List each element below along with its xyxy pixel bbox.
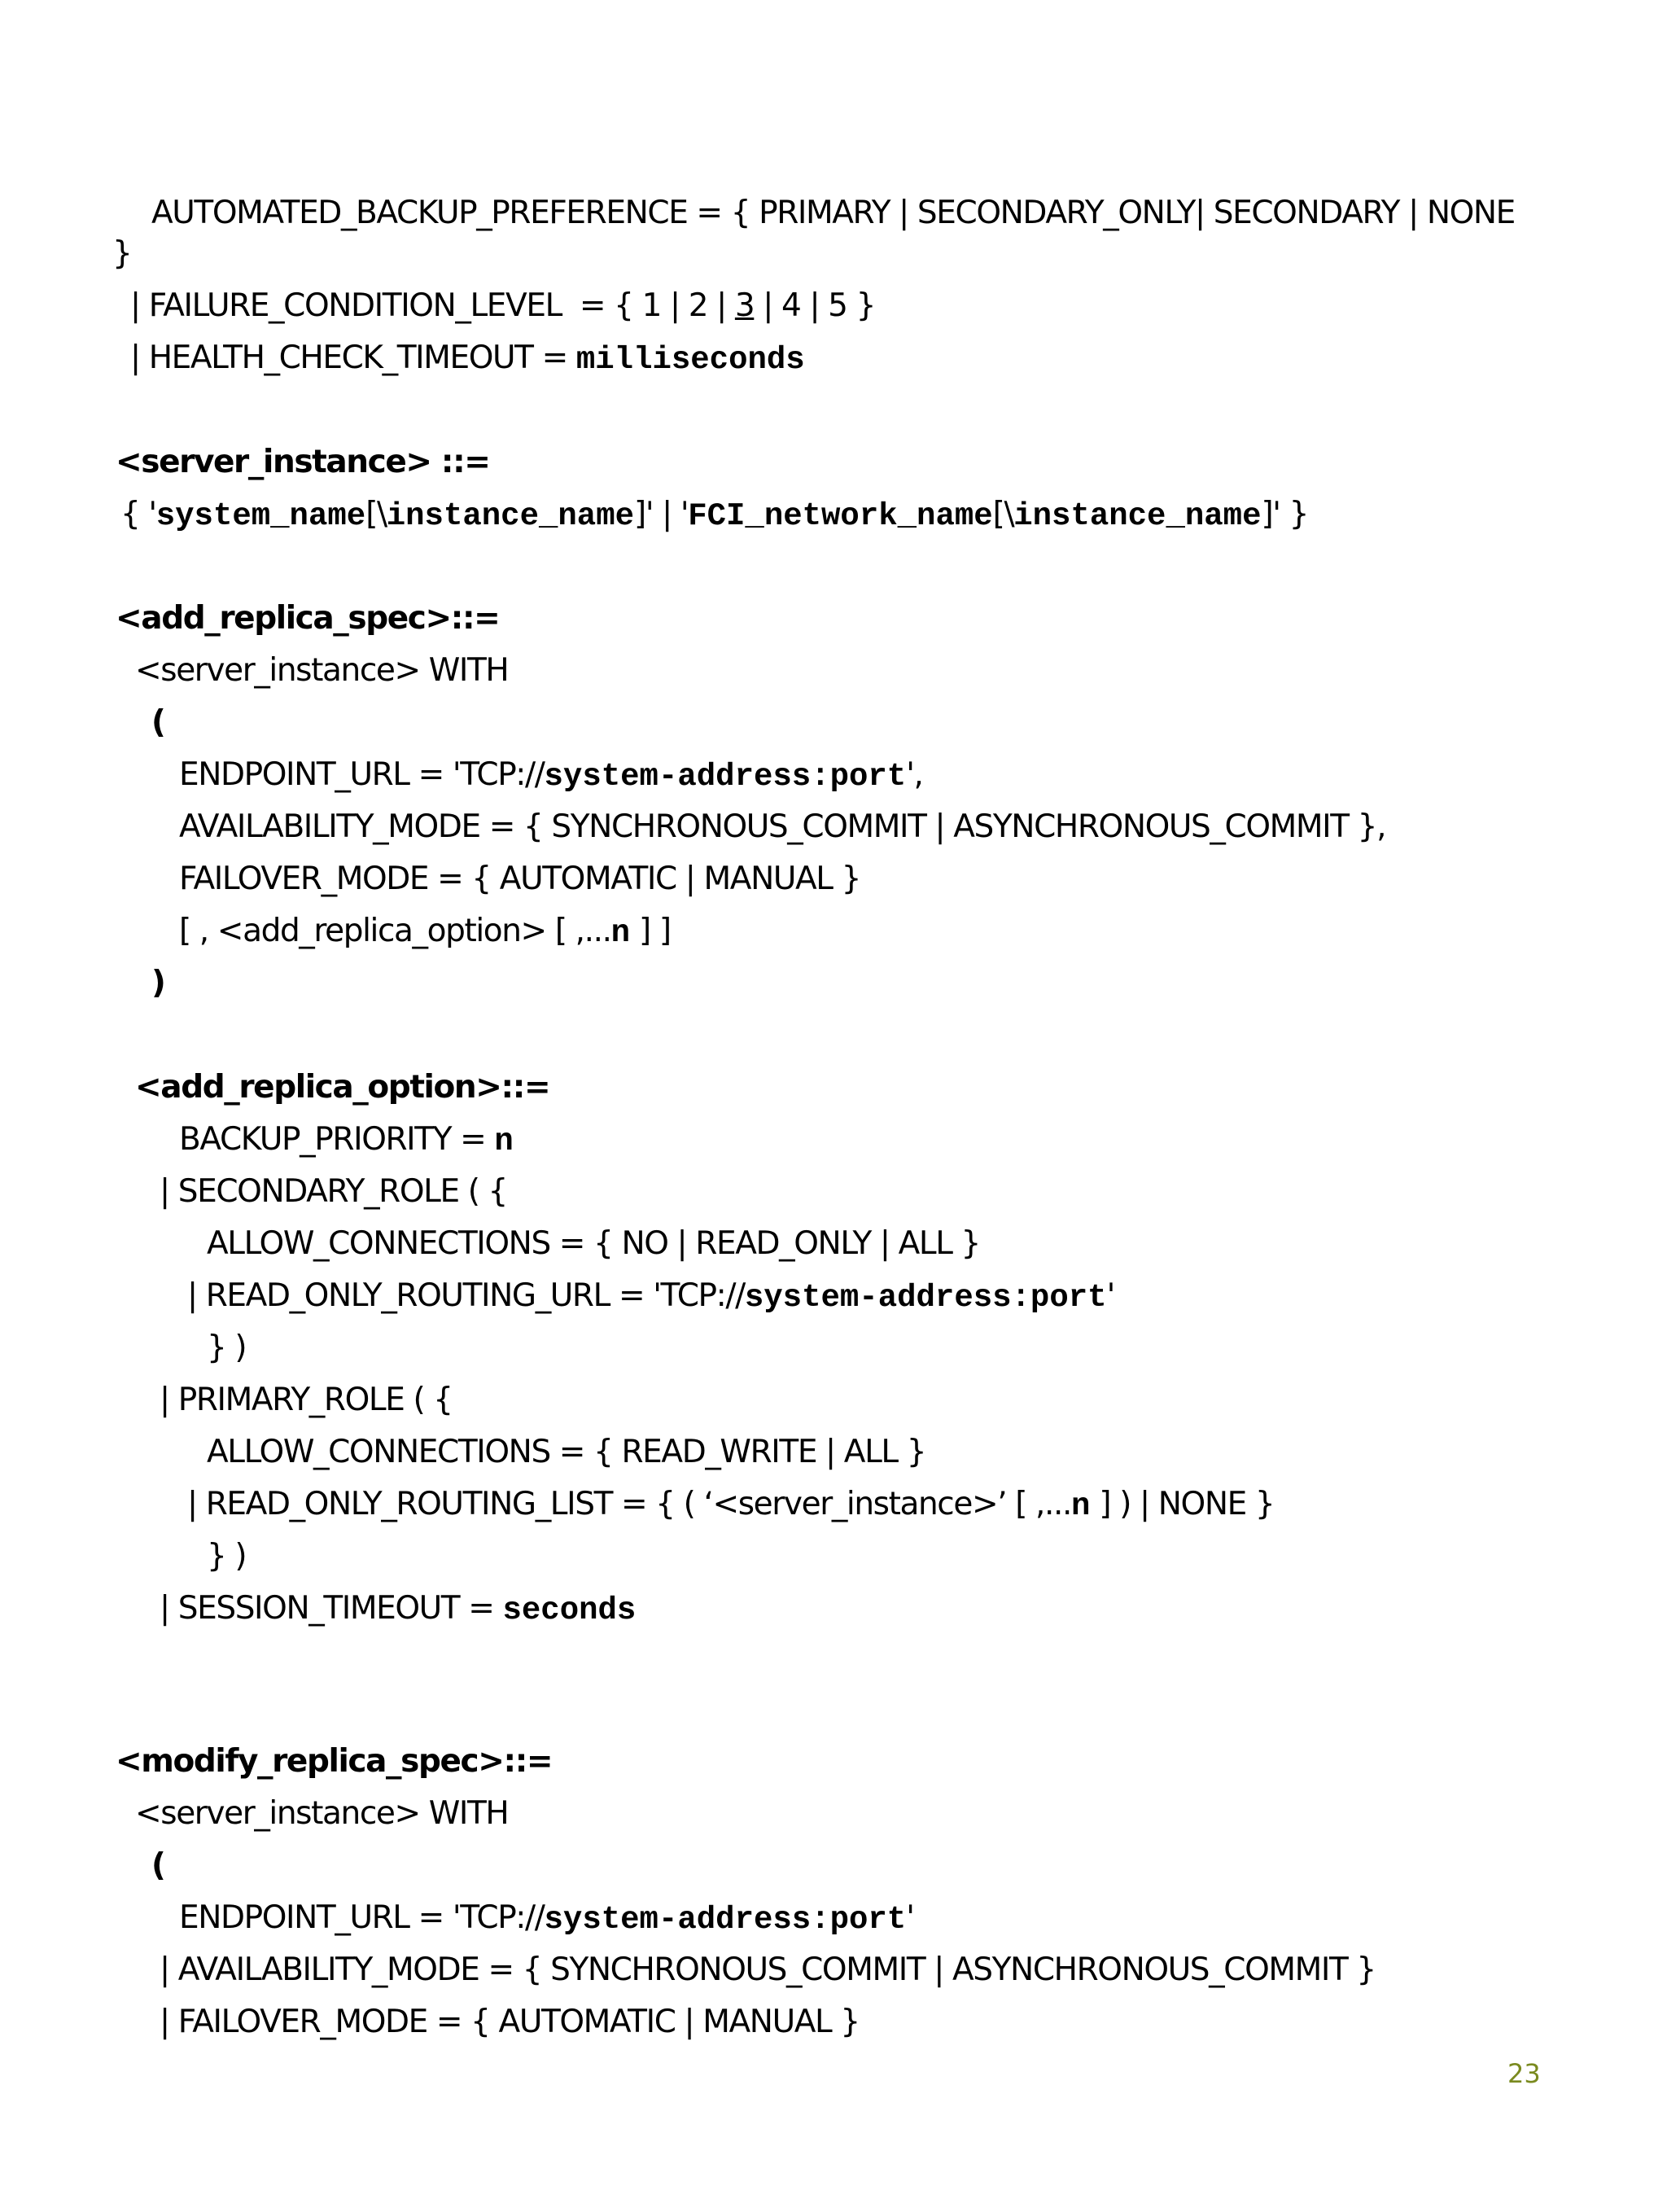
syntax-line: ALLOW_CONNECTIONS = { READ_WRITE | ALL } [207, 1434, 926, 1470]
text-run: ]' } [1261, 496, 1309, 532]
syntax-line: | FAILOVER_MODE = { AUTOMATIC | MANUAL } [160, 2004, 860, 2040]
text-run: ] ] [630, 913, 671, 949]
placeholder-term: FCI_network_name [688, 498, 993, 534]
placeholder-term: n [1071, 1488, 1091, 1524]
syntax-line: ( [151, 704, 165, 741]
section-heading: <modify_replica_spec>::= [116, 1743, 553, 1780]
section-heading: <server_instance> ::= [116, 444, 490, 480]
placeholder-term: instance_name [386, 498, 634, 534]
text-run: ', [906, 756, 923, 793]
syntax-line [179, 915, 671, 949]
text-run: | READ_ONLY_ROUTING_LIST = { ( ‘<server_instance>’ [ ,... [187, 1486, 1072, 1522]
syntax-line [179, 1121, 514, 1159]
syntax-line [187, 1277, 1114, 1316]
syntax-line [160, 1592, 636, 1627]
page-number: 23 [1507, 2058, 1541, 2089]
text-run: | HEALTH_CHECK_TIMEOUT = [130, 339, 576, 376]
syntax-line: } ) [207, 1538, 247, 1575]
placeholder-term: instance_name [1013, 498, 1262, 534]
syntax-line [187, 1488, 1274, 1522]
syntax-line: ( [151, 1847, 165, 1884]
text-run: BACKUP_PRIORITY = [179, 1121, 495, 1158]
syntax-line: FAILOVER_MODE = { AUTOMATIC | MANUAL } [179, 861, 861, 897]
text-run: ]' | ' [634, 496, 689, 532]
placeholder-term: system-address:port [544, 1902, 907, 1938]
text-run: | SESSION_TIMEOUT = [160, 1590, 503, 1627]
placeholder-term: system-address:port [544, 759, 907, 795]
text-run: ENDPOINT_URL = 'TCP:// [179, 756, 545, 793]
placeholder-term: system_name [155, 498, 366, 534]
syntax-line: AUTOMATED_BACKUP_PREFERENCE = { PRIMARY | SECONDARY_ONLY| SECONDARY | NONE [151, 195, 1515, 231]
syntax-line: <server_instance> WITH [135, 1795, 509, 1832]
syntax-line [120, 498, 1308, 532]
placeholder-term: n [610, 915, 631, 951]
placeholder-term: system-address:port [744, 1280, 1107, 1316]
syntax-line: ) [151, 965, 165, 1001]
syntax-line [130, 339, 805, 378]
text-run: { ' [120, 496, 156, 532]
placeholder-term: seconds [502, 1592, 637, 1628]
syntax-line [130, 287, 876, 324]
text-run: [ , <add_replica_option> [ ,... [179, 913, 611, 949]
syntax-line: | AVAILABILITY_MODE = { SYNCHRONOUS_COMMIT | ASYNCHRONOUS_COMMIT } [160, 1951, 1376, 1988]
text-run: ] ) | NONE } [1090, 1486, 1275, 1522]
text-run: | 4 | 5 } [754, 287, 876, 324]
text-run: [\ [992, 496, 1014, 532]
syntax-line: AVAILABILITY_MODE = { SYNCHRONOUS_COMMIT | ASYNCHRONOUS_COMMIT }, [179, 808, 1386, 845]
text-run: | FAILURE_CONDITION_LEVEL = { 1 | 2 | [130, 287, 735, 324]
text-run: | READ_ONLY_ROUTING_URL = 'TCP:// [187, 1277, 745, 1314]
syntax-line [179, 756, 923, 795]
text-run: [\ [365, 496, 387, 532]
syntax-line: | PRIMARY_ROLE ( { [160, 1382, 453, 1418]
text-run: ENDPOINT_URL = 'TCP:// [179, 1899, 545, 1936]
syntax-line: ALLOW_CONNECTIONS = { NO | READ_ONLY | ALL } [207, 1225, 980, 1262]
default-value-underlined: 3 [734, 287, 755, 324]
section-heading: <add_replica_spec>::= [116, 600, 500, 637]
syntax-line: } [112, 235, 132, 272]
syntax-line [179, 1899, 914, 1938]
syntax-line: } ) [207, 1329, 247, 1366]
placeholder-term: n [494, 1124, 514, 1159]
placeholder-term: milliseconds [575, 342, 805, 378]
text-run: ' [1106, 1277, 1114, 1314]
section-heading: <add_replica_option>::= [135, 1069, 550, 1106]
syntax-line: <server_instance> WITH [135, 652, 509, 689]
text-run: ' [906, 1899, 914, 1936]
syntax-line: | SECONDARY_ROLE ( { [160, 1173, 507, 1210]
